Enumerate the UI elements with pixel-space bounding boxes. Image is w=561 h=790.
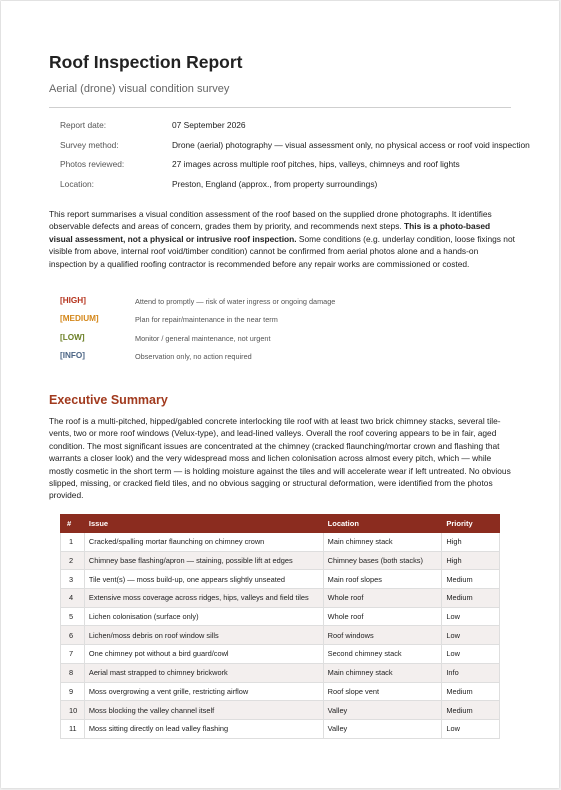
column-header-location: Location xyxy=(323,515,442,533)
executive-summary-text: The roof is a multi-pitched, hipped/gabled concrete interlocking tile roof with at least two brick chimney stacks, several tile-vents, two or more roof windows (Velux-type), and lead-lined valleys. Overall the roof covering appears to be in fair, aged condition. The most significant issues are concentrated at the chimney (cracked flaunching/mortar crown and flashing that warrants a closer look) and the very widespread moss and lichen colonisation across almost every pitch, which — while mostly cosmetic in the short term — is holding moisture against the tiles and will accelerate wear if left untreated. No obvious slipped, missing, or cracked field tiles, and no obvious sagging or structural deformation, were identified from the photos provided. xyxy=(49,416,511,501)
cell-number: 1 xyxy=(61,533,85,552)
table-row xyxy=(61,570,500,589)
cell-number: 10 xyxy=(61,701,85,720)
legend-item-low xyxy=(60,333,335,351)
legend-item-medium xyxy=(60,314,335,332)
meta-label: Survey method: xyxy=(60,139,119,150)
cell-number: 5 xyxy=(61,607,85,626)
cell-location: Whole roof xyxy=(323,589,442,608)
cell-location: Main roof slopes xyxy=(323,570,442,589)
cell-number: 3 xyxy=(61,570,85,589)
cell-issue: Lichen/moss debris on roof window sills xyxy=(84,626,323,645)
priority-legend xyxy=(60,296,335,370)
cell-location: Roof windows xyxy=(323,626,442,645)
cell-location: Whole roof xyxy=(323,607,442,626)
title-divider xyxy=(49,107,511,108)
meta-label: Photos reviewed: xyxy=(60,159,125,169)
table-row xyxy=(61,607,500,626)
priority-tag-high: [HIGH] xyxy=(60,296,86,305)
cell-location: Valley xyxy=(323,701,442,720)
legend-item-info xyxy=(60,351,335,369)
cell-priority: Low xyxy=(442,626,500,645)
cell-issue: Extensive moss coverage across ridges, hips, valleys and field tiles xyxy=(84,589,323,608)
meta-row-method xyxy=(60,140,559,160)
table-row xyxy=(61,701,500,720)
meta-value: Drone (aerial) photography — visual assessment only, no physical access or roof void inspection xyxy=(172,139,530,150)
cell-issue: Moss sitting directly on lead valley flashing xyxy=(84,719,323,738)
priority-tag-medium: [MEDIUM] xyxy=(60,314,99,324)
cell-issue: Chimney base flashing/apron — staining, possible lift at edges xyxy=(84,551,323,570)
meta-row-date xyxy=(60,120,559,140)
priority-tag-low: [LOW] xyxy=(60,332,85,342)
cell-location: Second chimney stack xyxy=(323,645,442,664)
cell-issue: One chimney pot without a bird guard/cowl xyxy=(84,645,323,664)
cell-issue: Cracked/spalling mortar flaunching on chimney crown xyxy=(84,533,323,552)
report-page xyxy=(1,1,559,788)
cell-number: 7 xyxy=(61,645,85,664)
cell-issue: Aerial mast strapped to chimney brickwork xyxy=(84,663,323,682)
priority-description: Observation only, no action required xyxy=(135,352,252,362)
table-row xyxy=(61,589,500,608)
table-row xyxy=(61,551,500,570)
cell-issue: Moss overgrowing a vent grille, restricting airflow xyxy=(84,682,323,701)
cell-location: Valley xyxy=(323,719,442,738)
column-header-priority: Priority xyxy=(442,515,500,533)
cell-number: 4 xyxy=(61,589,85,608)
meta-row-location xyxy=(60,179,559,199)
cell-priority: High xyxy=(442,533,500,552)
report-meta xyxy=(60,120,559,198)
priority-description: Attend to promptly — risk of water ingress or ongoing damage xyxy=(135,297,336,306)
column-header-number: # xyxy=(61,515,85,533)
cell-priority: High xyxy=(442,551,500,570)
table-row xyxy=(61,533,500,552)
cell-priority: Medium xyxy=(442,701,500,720)
cell-priority: Low xyxy=(442,719,500,738)
cell-location: Main chimney stack xyxy=(323,663,442,682)
cell-location: Roof slope vent xyxy=(323,682,442,701)
intro-paragraph xyxy=(49,208,515,270)
table-row xyxy=(61,663,500,682)
table-row xyxy=(61,682,500,701)
priority-description: Plan for repair/maintenance in the near term xyxy=(135,315,278,325)
meta-label: Report date: xyxy=(60,120,107,130)
legend-item-high xyxy=(60,296,335,314)
executive-summary-heading: Executive Summary xyxy=(49,393,168,407)
cell-priority: Medium xyxy=(442,589,500,608)
meta-row-photos xyxy=(60,159,559,179)
meta-value: 07 September 2026 xyxy=(172,120,246,130)
cell-priority: Info xyxy=(442,663,500,682)
table-header-row xyxy=(61,515,500,533)
report-subtitle: Aerial (drone) visual condition survey xyxy=(49,83,230,95)
table-row xyxy=(61,645,500,664)
cell-location: Chimney bases (both stacks) xyxy=(323,551,442,570)
cell-issue: Tile vent(s) — moss build-up, one appears slightly unseated xyxy=(84,570,323,589)
intro-text: This report summarises a visual condition assessment of the roof based on the supplied drone photographs. It identifies observable defects and areas of concern, grades them by priority, and recommends next steps. xyxy=(49,209,492,232)
meta-value: 27 images across multiple roof pitches, hips, valleys, chimneys and roof lights xyxy=(172,159,460,169)
cell-number: 2 xyxy=(61,551,85,570)
intro-text-continued: Some conditions (e.g. underlay condition, loose fixings not visible from above, internal roof void/timber condition) cannot be confirmed from aerial photos alone and a hands-on inspection by a qualified roofing contractor is recommended before any repair works are commissioned or costed. xyxy=(49,233,515,269)
cell-number: 8 xyxy=(61,663,85,682)
report-title: Roof Inspection Report xyxy=(49,52,243,72)
cell-number: 11 xyxy=(61,719,85,738)
cell-priority: Medium xyxy=(442,570,500,589)
cell-number: 6 xyxy=(61,626,85,645)
cell-priority: Low xyxy=(442,607,500,626)
cell-issue: Moss blocking the valley channel itself xyxy=(84,701,323,720)
cell-priority: Low xyxy=(442,645,500,664)
cell-number: 9 xyxy=(61,682,85,701)
priority-tag-info: [INFO] xyxy=(60,351,86,361)
issues-table xyxy=(60,514,500,739)
meta-value: Preston, England (approx., from property surroundings) xyxy=(172,178,378,189)
intro-disclaimer: This is a photo-based visual assessment, not a physical or intrusive roof inspection. xyxy=(49,221,491,244)
table-row xyxy=(61,626,500,645)
column-header-issue: Issue xyxy=(84,515,323,533)
priority-description: Monitor / general maintenance, not urgent xyxy=(135,333,271,343)
cell-location: Main chimney stack xyxy=(323,533,442,552)
table-row xyxy=(61,719,500,738)
cell-priority: Medium xyxy=(442,682,500,701)
meta-label: Location: xyxy=(60,178,94,189)
cell-issue: Lichen colonisation (surface only) xyxy=(84,607,323,626)
